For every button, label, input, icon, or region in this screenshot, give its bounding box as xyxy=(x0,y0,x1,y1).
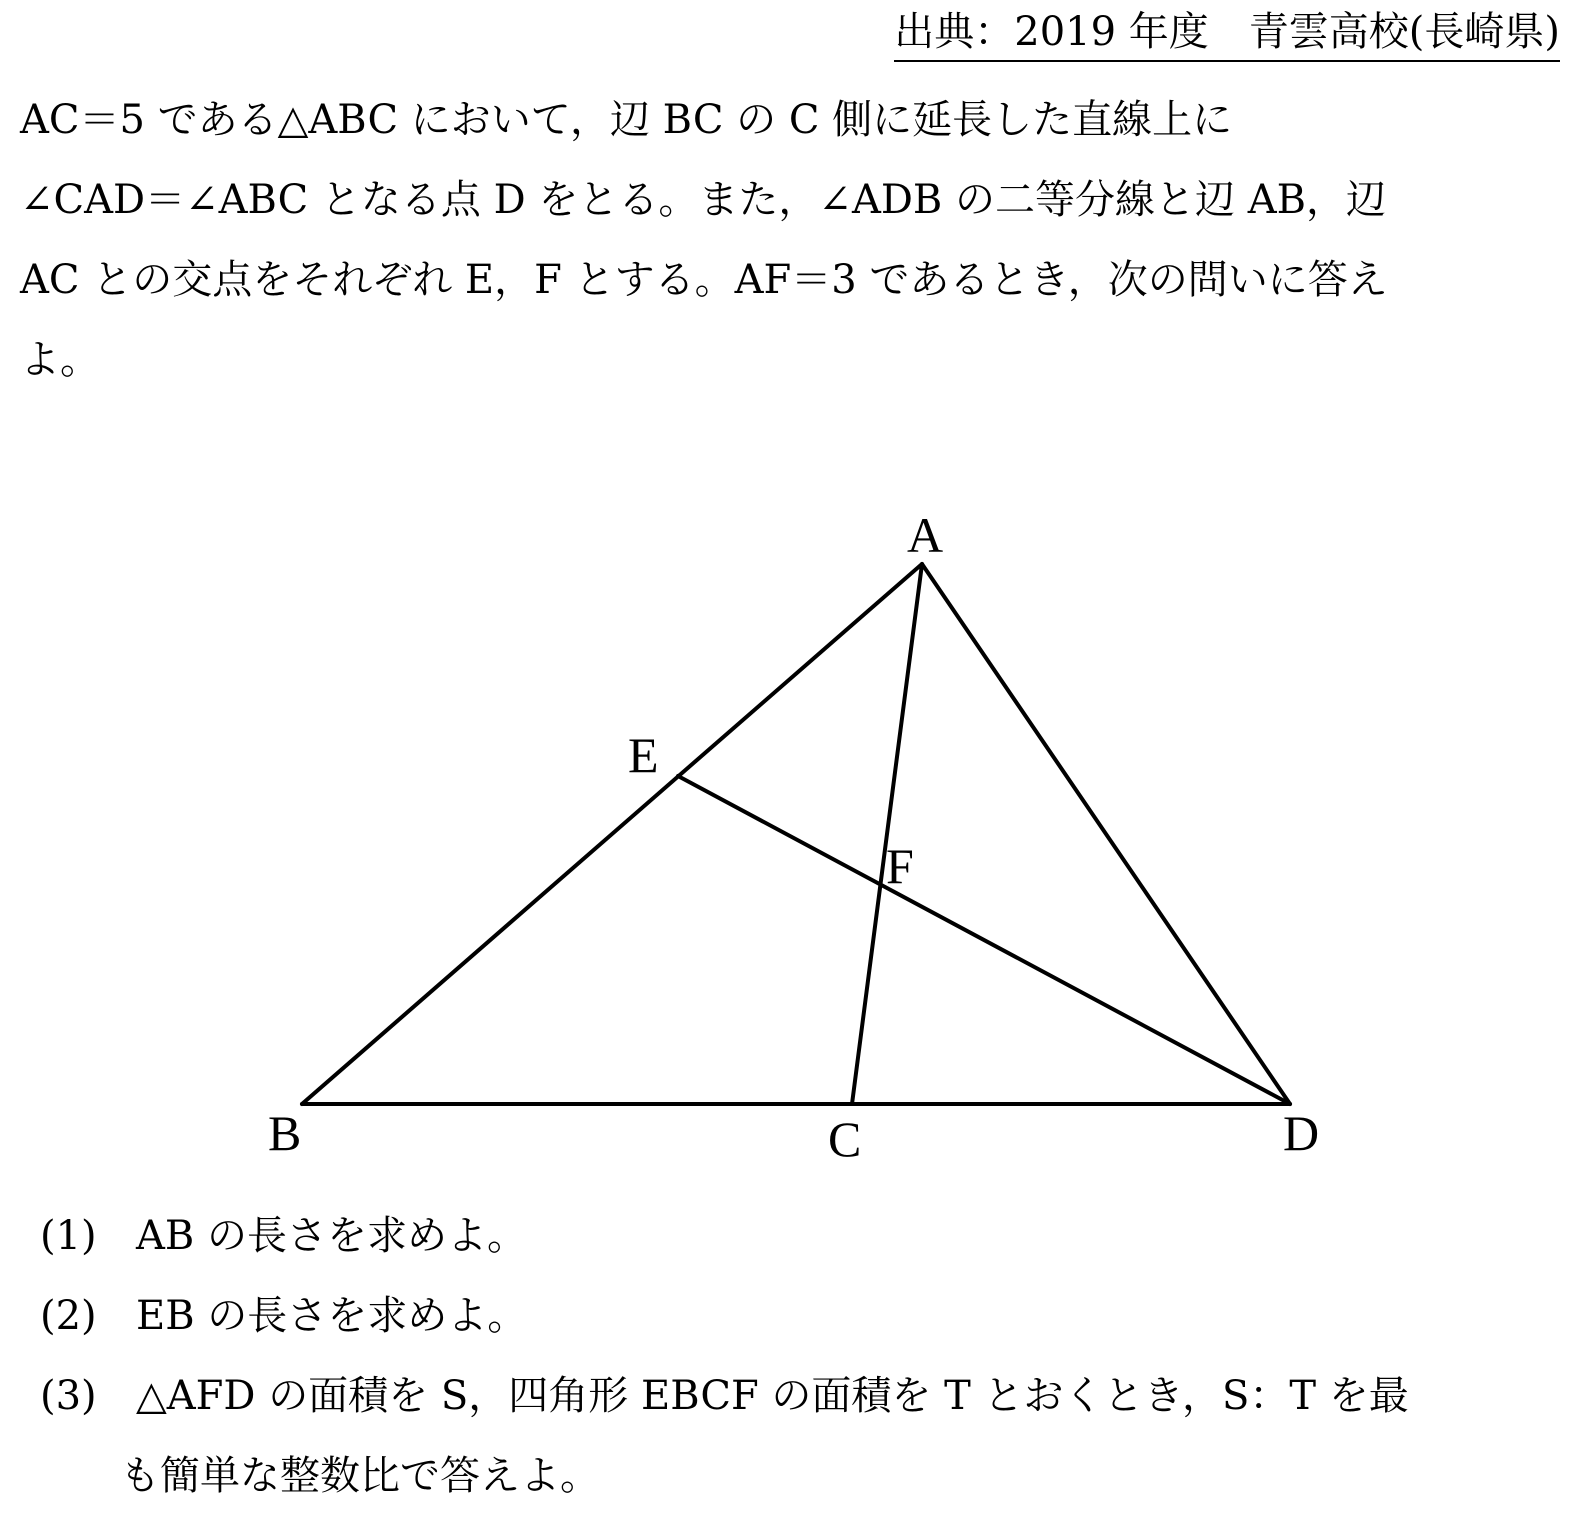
segment-ac xyxy=(852,564,922,1104)
question-text-continuation: も簡単な整数比で答えよ。 xyxy=(120,1453,600,1499)
point-label-a: A xyxy=(907,507,944,563)
question-text: EB の長さを求めよ。 xyxy=(136,1293,528,1339)
question-number: (2) xyxy=(40,1293,97,1339)
question-item xyxy=(40,1356,1560,1436)
question-item xyxy=(40,1276,1560,1356)
problem-line: AC＝5 である△ABC において，辺 BC の C 側に延長した直線上に xyxy=(20,97,1233,143)
question-list xyxy=(40,1196,1560,1516)
source-citation: 出典：2019 年度 青雲高校(長崎県) xyxy=(894,6,1560,62)
segment-ad xyxy=(922,564,1290,1104)
point-label-b: B xyxy=(268,1105,302,1161)
question-number: (1) xyxy=(40,1213,97,1259)
point-label-c: C xyxy=(828,1111,862,1167)
problem-line: ∠CAD＝∠ABC となる点 D をとる。また，∠ADB の二等分線と辺 AB，辺 xyxy=(20,177,1387,223)
problem-line: よ。 xyxy=(20,337,100,383)
point-label-f: F xyxy=(886,838,914,894)
point-label-e: E xyxy=(628,727,659,783)
question-text: △AFD の面積を S，四角形 EBCF の面積を T とおくとき，S：T を最 xyxy=(136,1373,1409,1419)
question-item xyxy=(40,1196,1560,1276)
question-number: (3) xyxy=(40,1373,97,1419)
segment-ed xyxy=(678,776,1290,1104)
problem-line: AC との交点をそれぞれ E，F とする。AF＝3 であるとき，次の問いに答え xyxy=(20,257,1388,303)
segment-ab xyxy=(302,564,922,1104)
question-text: AB の長さを求めよ。 xyxy=(136,1213,527,1259)
point-label-d: D xyxy=(1283,1105,1320,1161)
